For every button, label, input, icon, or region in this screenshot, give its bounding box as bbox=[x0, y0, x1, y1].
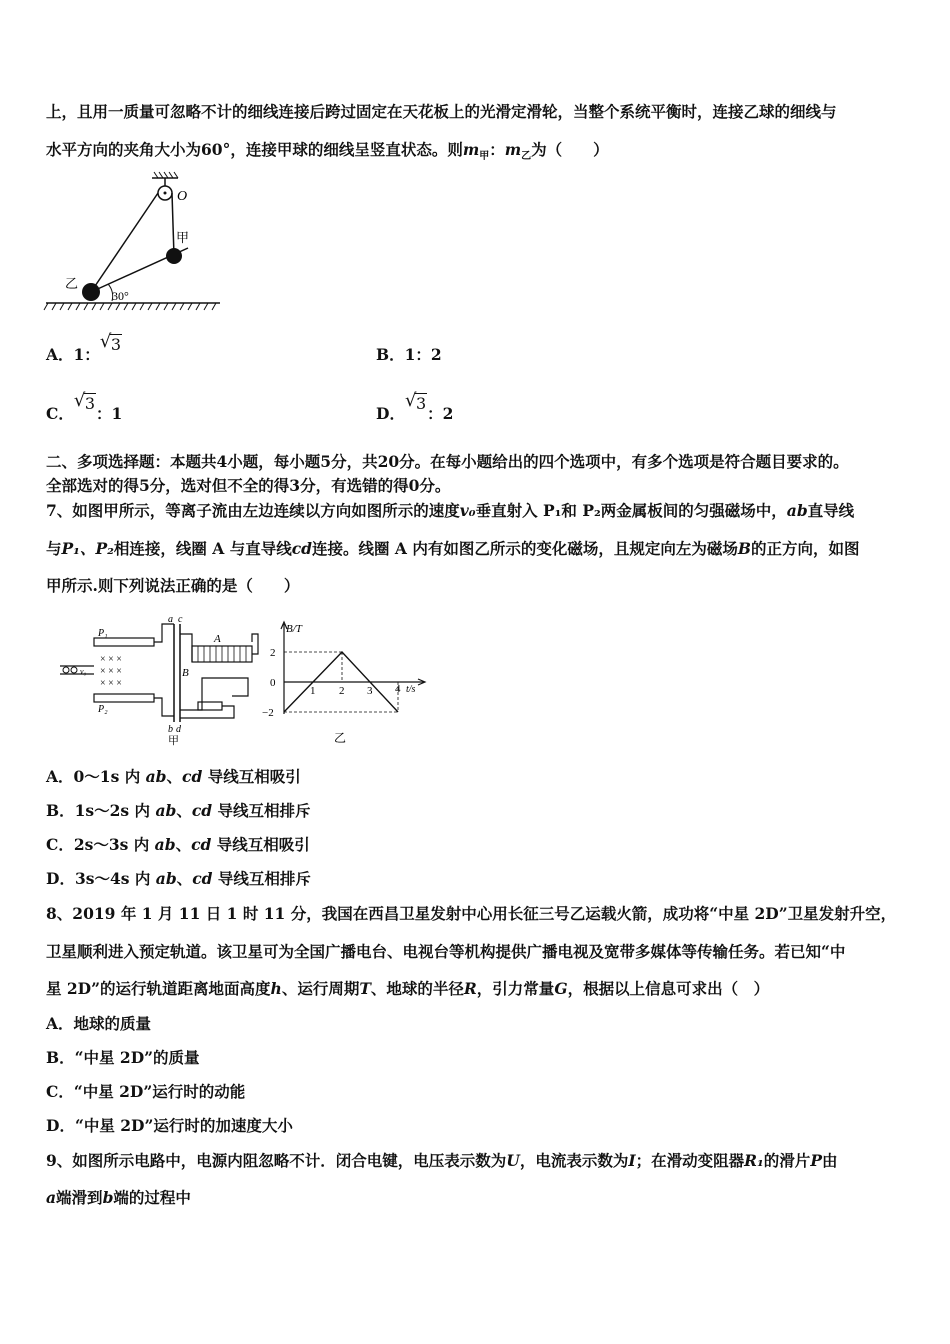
q8-option-b[interactable]: B．“中星 2D”的质量 bbox=[46, 1048, 200, 1067]
label-c: c bbox=[178, 614, 183, 625]
label-coil-A: A bbox=[214, 633, 221, 645]
label-p1: P₁ bbox=[98, 628, 108, 639]
pulley-figure bbox=[40, 170, 230, 318]
label-jia: 甲 bbox=[176, 230, 190, 245]
label-p2: P₂ bbox=[98, 704, 108, 715]
label-b: b bbox=[168, 724, 173, 735]
q8-option-c[interactable]: C．“中星 2D”运行时的动能 bbox=[46, 1082, 246, 1101]
x-tick-4: 4 bbox=[395, 683, 401, 695]
q6-option-d[interactable]: D． √ 3：2 bbox=[376, 390, 454, 423]
q7-option-a[interactable]: A．0～1s 内 ab、cd 导线互相吸引 bbox=[46, 767, 301, 786]
field-crosses-3: × × × bbox=[100, 678, 122, 689]
ball-yi bbox=[82, 283, 100, 301]
q7-text-line1: 7、如图甲所示，等离子流由左边连续以方向如图所示的速度v₀垂直射入 P₁和 P₂两金属板间的匀强磁场中，ab直导线 bbox=[46, 501, 855, 520]
field-crosses-2: × × × bbox=[100, 666, 122, 677]
q7-option-c[interactable]: C．2s～3s 内 ab、cd 导线互相吸引 bbox=[46, 835, 310, 854]
q7-figure-yi bbox=[262, 618, 432, 748]
q6-text-line1: 上，且用一质量可忽略不计的细线连接后跨过固定在天花板上的光滑定滑轮，当整个系统平衡时，连接乙球的细线与 bbox=[46, 102, 837, 121]
y-tick-neg2: −2 bbox=[262, 707, 274, 719]
field-crosses-1: × × × bbox=[100, 654, 122, 665]
plate-p1 bbox=[94, 638, 154, 646]
q8-option-a[interactable]: A．地球的质量 bbox=[46, 1014, 152, 1033]
caption-yi: 乙 bbox=[334, 731, 347, 745]
label-angle: 30° bbox=[112, 289, 129, 303]
q8-text-line2: 卫星顺利进入预定轨道。该卫星可为全国广播电台、电视台等机构提供广播电视及宽带多媒体等传输任务。若已知“中 bbox=[46, 942, 846, 961]
caption-jia: 甲 bbox=[168, 735, 179, 746]
label-v0: v₀ bbox=[80, 667, 87, 676]
q9-text-line1: 9、如图所示电路中，电源内阻忽略不计．闭合电键，电压表示数为U，电流表示数为I；在滑动变阻器R₁的滑片P由 bbox=[46, 1151, 838, 1170]
ground-hatch bbox=[44, 303, 216, 310]
q7-figure-jia bbox=[52, 612, 274, 746]
y-tick-0: 0 bbox=[270, 677, 276, 689]
q6-option-a[interactable]: A．1： √ 3 bbox=[46, 331, 121, 364]
section2-instructions: 全部选对的得5分，选对但不全的得3分，有选错的得0分。 bbox=[46, 476, 451, 495]
x-tick-1: 1 bbox=[310, 685, 316, 697]
label-O: O bbox=[177, 189, 188, 204]
q7-option-d[interactable]: D．3s～4s 内 ab、cd 导线互相排斥 bbox=[46, 869, 311, 888]
plate-p2 bbox=[94, 694, 154, 702]
y-tick-2: 2 bbox=[270, 647, 276, 659]
q8-option-d[interactable]: D．“中星 2D”运行时的加速度大小 bbox=[46, 1116, 293, 1135]
q8-text-line1: 8、2019 年 1 月 11 日 1 时 11 分，我国在西昌卫星发射中心用长征三号乙运载火箭，成功将“中星 2D”卫星发射升空， bbox=[46, 904, 897, 923]
q6-text-line2: 水平方向的夹角大小为60°，连接甲球的细线呈竖直状态。则$m_甲$：$m_乙$为（ ） bbox=[46, 140, 609, 163]
label-a: a bbox=[168, 614, 173, 625]
q7-text-line3: 甲所示.则下列说法正确的是（ ） bbox=[46, 576, 300, 595]
q7-option-b[interactable]: B．1s～2s 内 ab、cd 导线互相排斥 bbox=[46, 801, 311, 820]
q8-text-line3: 星 2D”的运行轨道距离地面高度h、运行周期T、地球的半径R，引力常量G，根据以上信息可求出（ ） bbox=[46, 979, 770, 998]
ball-jia bbox=[166, 248, 182, 264]
x-tick-3: 3 bbox=[367, 685, 373, 697]
string-jia bbox=[172, 193, 174, 256]
label-B: B bbox=[182, 667, 189, 679]
y-axis-label: B/T bbox=[286, 623, 302, 635]
x-tick-2: 2 bbox=[339, 685, 345, 697]
label-yi: 乙 bbox=[65, 276, 79, 291]
q6-option-b[interactable]: B．1：2 bbox=[376, 345, 442, 364]
ceiling-hatch bbox=[154, 172, 178, 178]
q9-text-line2: a端滑到b端的过程中 bbox=[46, 1188, 191, 1207]
q6-option-c[interactable]: C． √ 3：1 bbox=[46, 390, 123, 423]
q7-text-line2: 与P₁、P₂相连接，线圈 A 与直导线cd连接。线圈 A 内有如图乙所示的变化磁场，且规定向左为磁场B的正方向，如图 bbox=[46, 539, 860, 558]
x-axis-label: t/s bbox=[406, 684, 416, 695]
section2-heading: 二、多项选择题：本题共4小题，每小题5分，共20分。在每小题给出的四个选项中，有多个选项是符合题目要求的。 bbox=[46, 452, 849, 471]
label-d: d bbox=[176, 724, 181, 735]
